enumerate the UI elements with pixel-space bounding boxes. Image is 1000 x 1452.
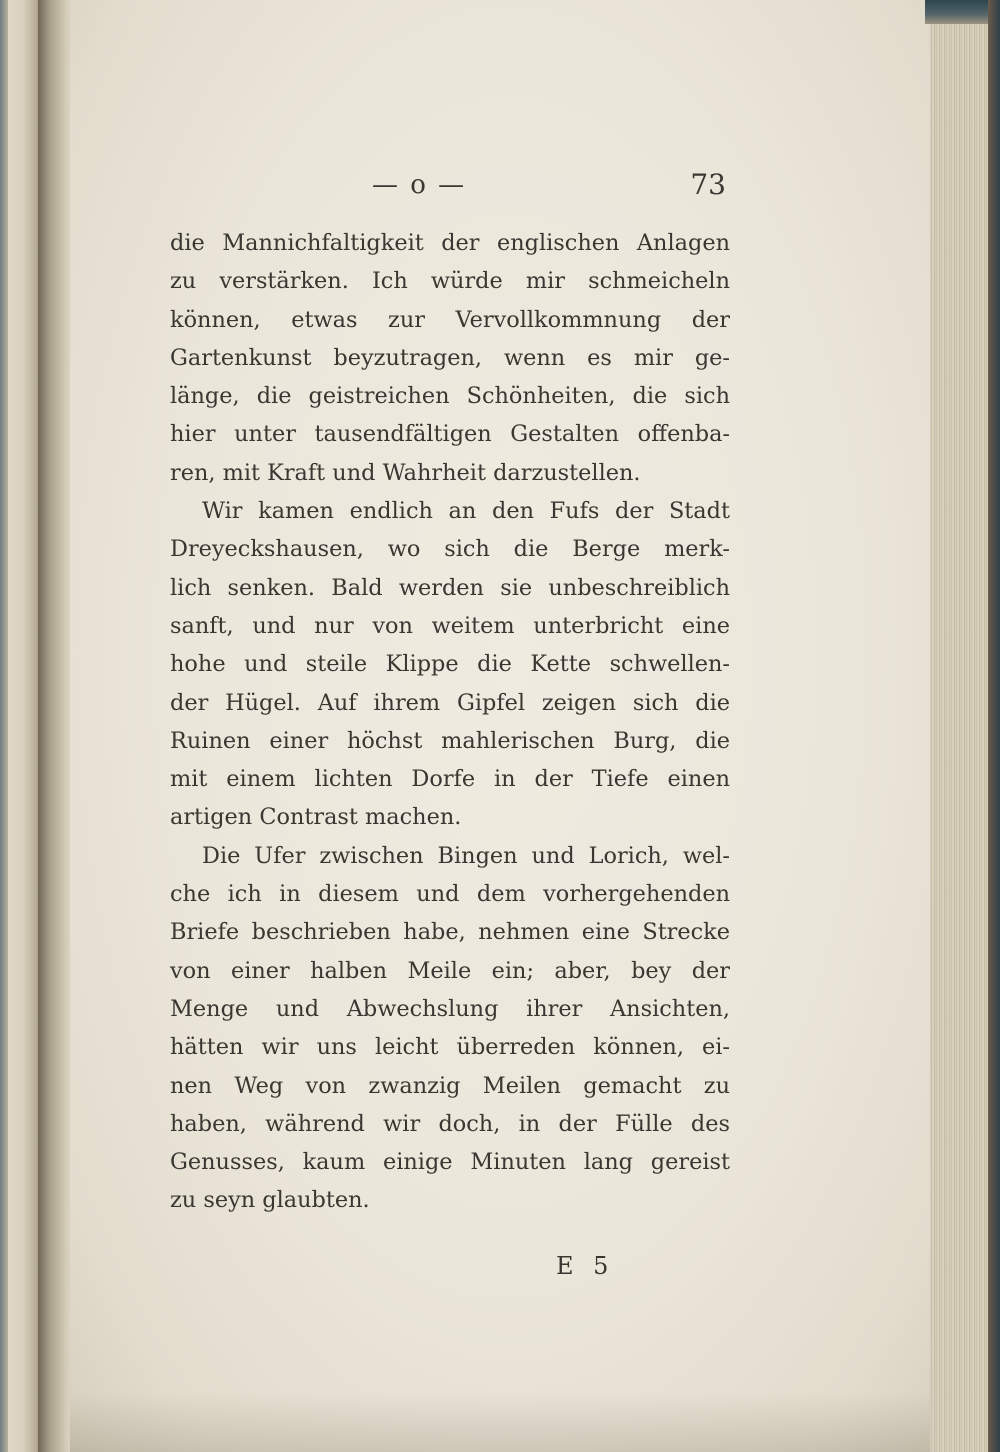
text-line: Genusses, kaum einige Minuten lang gereist — [170, 1149, 730, 1176]
text-line: hier unter tausendfältigen Gestalten offenba- — [170, 421, 730, 448]
page-bottom-shadow — [70, 1392, 950, 1452]
text-line: können, etwas zur Vervollkommnung der — [170, 306, 730, 333]
right-cover-edge — [988, 0, 1000, 1452]
page-header — [160, 168, 740, 208]
text-line: zu seyn glaubten. — [170, 1187, 370, 1214]
text-line: Menge und Abwechslung ihrer Ansichten, — [170, 995, 730, 1022]
text-line: Ruinen einer höchst mahlerischen Burg, die — [170, 727, 730, 754]
text-line: zu verstärken. Ich würde mir schmeicheln — [170, 268, 730, 295]
text-line: artigen Contrast machen. — [170, 804, 462, 831]
page-number: 73 — [690, 168, 726, 201]
text-line: ren, mit Kraft und Wahrheit darzustellen. — [170, 459, 641, 486]
paragraph-start-line: Wir kamen endlich an den Fufs der Stadt — [202, 498, 730, 525]
body-text — [170, 224, 730, 1220]
text-line: hohe und steile Klippe die Kette schwellen- — [170, 651, 730, 678]
text-line: che ich in diesem und dem vorhergehenden — [170, 881, 730, 908]
text-line: haben, während wir doch, in der Fülle des — [170, 1110, 730, 1137]
left-cover-strip — [0, 0, 8, 1452]
paragraph-start-line: Die Ufer zwischen Bingen und Lorich, wel- — [202, 842, 730, 869]
page-fore-edge — [930, 12, 990, 1452]
text-line: nen Weg von zwanzig Meilen gemacht zu — [170, 1072, 730, 1099]
text-line: sanft, und nur von weitem unterbricht eine — [170, 612, 730, 639]
text-line: der Hügel. Auf ihrem Gipfel zeigen sich die — [170, 689, 730, 716]
text-line: Gartenkunst beyzutragen, wenn es mir ge- — [170, 344, 730, 371]
text-line: lich senken. Bald werden sie unbeschreiblich — [170, 574, 730, 601]
header-ornament: — o — — [372, 170, 467, 200]
text-line: die Mannichfaltigkeit der englischen Anlagen — [170, 230, 730, 256]
text-line: länge, die geistreichen Schönheiten, die sich — [170, 383, 730, 410]
text-line: Dreyeckshausen, wo sich die Berge merk- — [170, 536, 730, 563]
signature-mark: E 5 — [556, 1252, 615, 1280]
text-line: von einer halben Meile ein; aber, bey der — [170, 957, 730, 984]
text-line: Briefe beschrieben habe, nehmen eine Strecke — [170, 919, 730, 946]
text-line: mit einem lichten Dorfe in der Tiefe einen — [170, 766, 730, 793]
text-line: hätten wir uns leicht überreden können, ei- — [170, 1034, 730, 1061]
